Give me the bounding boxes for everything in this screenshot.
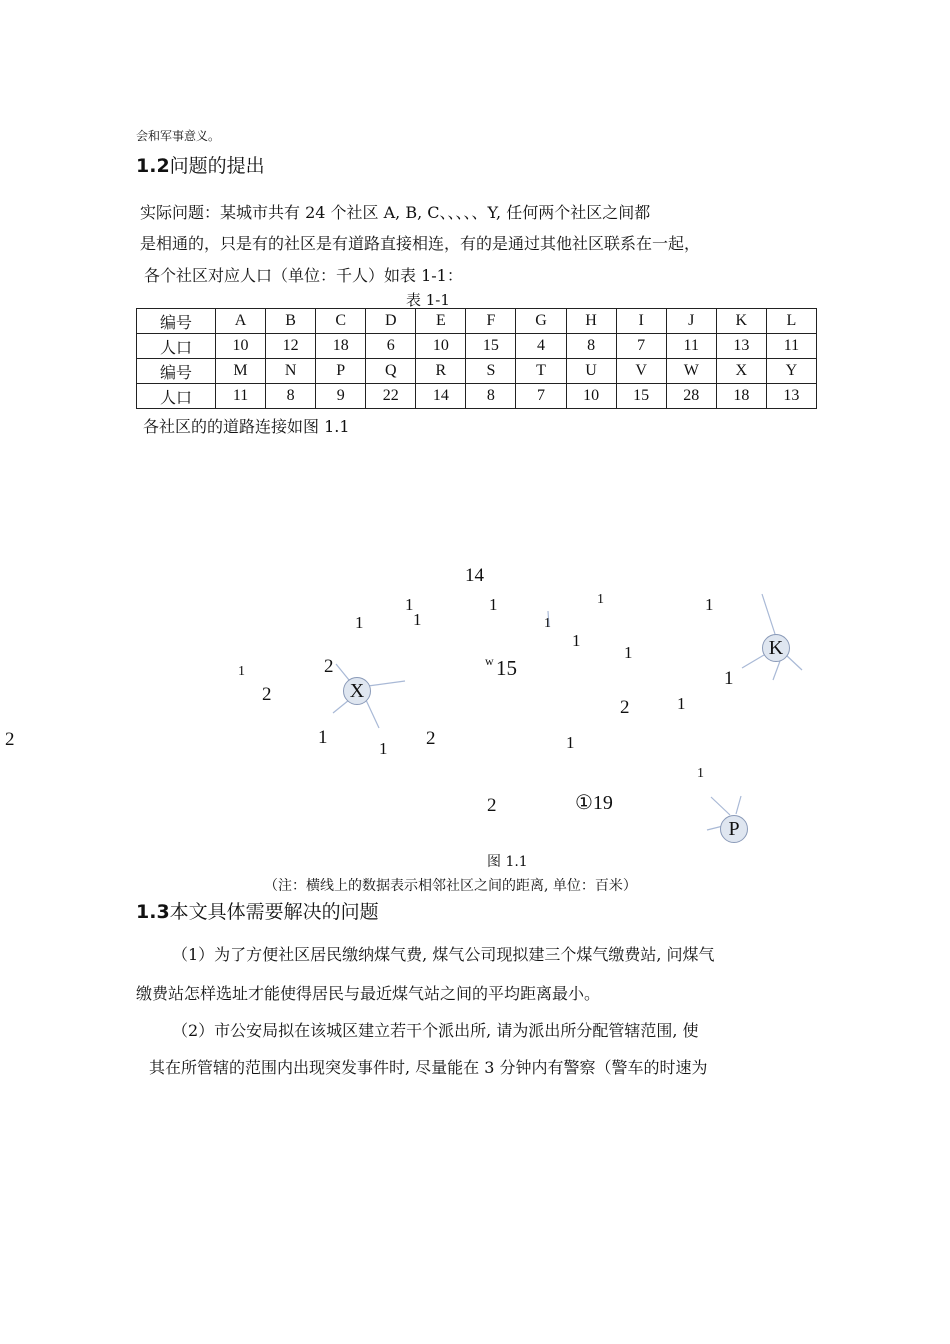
edge-label: 1 xyxy=(238,664,245,679)
table-cell: U xyxy=(566,359,616,384)
intro-line-2: 是相通的，只是有的社区是有道路直接相连，有的是通过其他社区联系在一起， xyxy=(140,234,701,253)
table-cell: L xyxy=(766,309,816,334)
table-cell: N xyxy=(266,359,316,384)
table-cell: 13 xyxy=(716,334,766,359)
table-cell: I xyxy=(616,309,666,334)
section-title: 问题的提出 xyxy=(169,155,265,177)
node-label: P xyxy=(728,817,740,840)
intro-line-1: 实际问题：某城市共有 24 个社区 A, B, C、、、、、Y, 任何两个社区之间都 xyxy=(140,203,651,222)
table-cell: A xyxy=(216,309,266,334)
table-cell: B xyxy=(266,309,316,334)
table-cell: 编号 xyxy=(137,309,216,334)
table-cell: 7 xyxy=(516,384,566,409)
edge-label: 2 xyxy=(426,728,436,749)
edge-label: ①19 xyxy=(575,792,613,814)
table-cell: X xyxy=(716,359,766,384)
table-cell: 6 xyxy=(366,334,416,359)
after-table-text: 各社区的的道路连接如图 1.1 xyxy=(143,417,350,436)
table-caption: 表 1-1 xyxy=(406,291,450,309)
para1-line-2: 缴费站怎样选址才能使得居民与最近煤气站之间的平均距离最小。 xyxy=(136,984,601,1003)
table-cell: H xyxy=(566,309,616,334)
edge-label: 1 xyxy=(566,733,575,752)
edge-label: 1 xyxy=(572,631,581,650)
intro-line-3: 各个社区对应人口（单位：千人）如表 1-1： xyxy=(144,266,463,285)
table-cell: 4 xyxy=(516,334,566,359)
graph-edge xyxy=(711,797,730,815)
table-cell: 人口 xyxy=(137,384,216,409)
table-cell: 10 xyxy=(416,334,466,359)
graph-edge xyxy=(773,661,780,680)
table-cell: 10 xyxy=(566,384,616,409)
graph-node-x xyxy=(343,677,371,705)
table-cell: V xyxy=(616,359,666,384)
edge-label: 2 xyxy=(620,697,630,718)
table-cell: J xyxy=(666,309,716,334)
edge-label: 1 xyxy=(379,739,388,758)
edge-label: 1 xyxy=(413,610,422,629)
table-cell: K xyxy=(716,309,766,334)
edge-label: 1 xyxy=(677,694,686,713)
table-cell: 8 xyxy=(266,384,316,409)
table-cell: 人口 xyxy=(137,334,216,359)
table-cell: 15 xyxy=(616,384,666,409)
node-label: K xyxy=(768,636,784,659)
graph-node-p xyxy=(720,815,748,843)
table-cell: 7 xyxy=(616,334,666,359)
table-cell: 14 xyxy=(416,384,466,409)
edge-label: 1 xyxy=(624,643,633,662)
para2-line-1: （2）市公安局拟在该城区建立若干个派出所, 请为派出所分配管辖范围, 使 xyxy=(172,1021,699,1040)
edge-label: 1 xyxy=(697,766,704,781)
edge-label: 1 xyxy=(724,668,734,689)
table-cell: 8 xyxy=(566,334,616,359)
section-title: 本文具体需要解决的问题 xyxy=(169,901,379,923)
section-number: 1.3 xyxy=(136,901,170,923)
table-cell: T xyxy=(516,359,566,384)
table-cell: R xyxy=(416,359,466,384)
edge-label: 1 xyxy=(318,727,328,748)
graph-edge xyxy=(786,655,802,670)
table-cell: 18 xyxy=(716,384,766,409)
table-cell: E xyxy=(416,309,466,334)
edge-label: w xyxy=(485,654,494,668)
table-cell: Q xyxy=(366,359,416,384)
table-cell: 15 xyxy=(466,334,516,359)
edge-label: 1 xyxy=(489,595,498,614)
section-number: 1.2 xyxy=(136,155,170,177)
graph-edge xyxy=(742,655,764,668)
table-cell: 11 xyxy=(766,334,816,359)
table-cell: M xyxy=(216,359,266,384)
figure-caption: 图 1.1 xyxy=(487,854,528,870)
table-cell: S xyxy=(466,359,516,384)
table-cell: 18 xyxy=(316,334,366,359)
text-fragment: 会和军事意义。 xyxy=(136,129,221,143)
graph-edge xyxy=(736,796,741,814)
para1-line-1: （1）为了方便社区居民缴纳煤气费, 煤气公司现拟建三个煤气缴费站, 问煤气 xyxy=(172,945,715,964)
edge-label: 1 xyxy=(405,595,414,614)
edge-label: 1 xyxy=(544,616,551,631)
table-cell: 12 xyxy=(266,334,316,359)
table-cell: W xyxy=(666,359,716,384)
node-label: X xyxy=(349,679,365,702)
edge-label: 2 xyxy=(5,729,15,750)
edge-label: 2 xyxy=(262,684,272,705)
table-cell: 11 xyxy=(666,334,716,359)
table-cell: 28 xyxy=(666,384,716,409)
edge-label: 1 xyxy=(355,613,364,632)
graph-node-k xyxy=(762,634,790,662)
edge-label: 2 xyxy=(487,795,497,816)
edge-label: 14 xyxy=(465,565,484,586)
table-cell: 10 xyxy=(216,334,266,359)
graph-edge xyxy=(762,594,775,634)
edge-label: 2 xyxy=(324,656,334,677)
section-heading-1-3 xyxy=(136,897,379,924)
edge-label: 1 xyxy=(597,592,604,607)
table-cell: D xyxy=(366,309,416,334)
table-cell: C xyxy=(316,309,366,334)
graph-edge xyxy=(366,700,379,728)
table-cell: P xyxy=(316,359,366,384)
graph-edge xyxy=(333,700,349,713)
table-cell: 编号 xyxy=(137,359,216,384)
table-cell: 11 xyxy=(216,384,266,409)
edge-label: 15 xyxy=(496,656,517,680)
edge-label: 1 xyxy=(705,595,714,614)
table-cell: G xyxy=(516,309,566,334)
table-cell: 22 xyxy=(366,384,416,409)
table-cell: 8 xyxy=(466,384,516,409)
para2-line-2: 其在所管辖的范围内出现突发事件时, 尽量能在 3 分钟内有警察（警车的时速为 xyxy=(149,1058,708,1077)
table-cell: 9 xyxy=(316,384,366,409)
graph-edge xyxy=(336,664,349,680)
graph-edge xyxy=(368,681,405,686)
table-cell: Y xyxy=(766,359,816,384)
figure-note: （注：横线上的数据表示相邻社区之间的距离, 单位：百米） xyxy=(264,878,637,894)
table-cell: 13 xyxy=(766,384,816,409)
table-cell: F xyxy=(466,309,516,334)
